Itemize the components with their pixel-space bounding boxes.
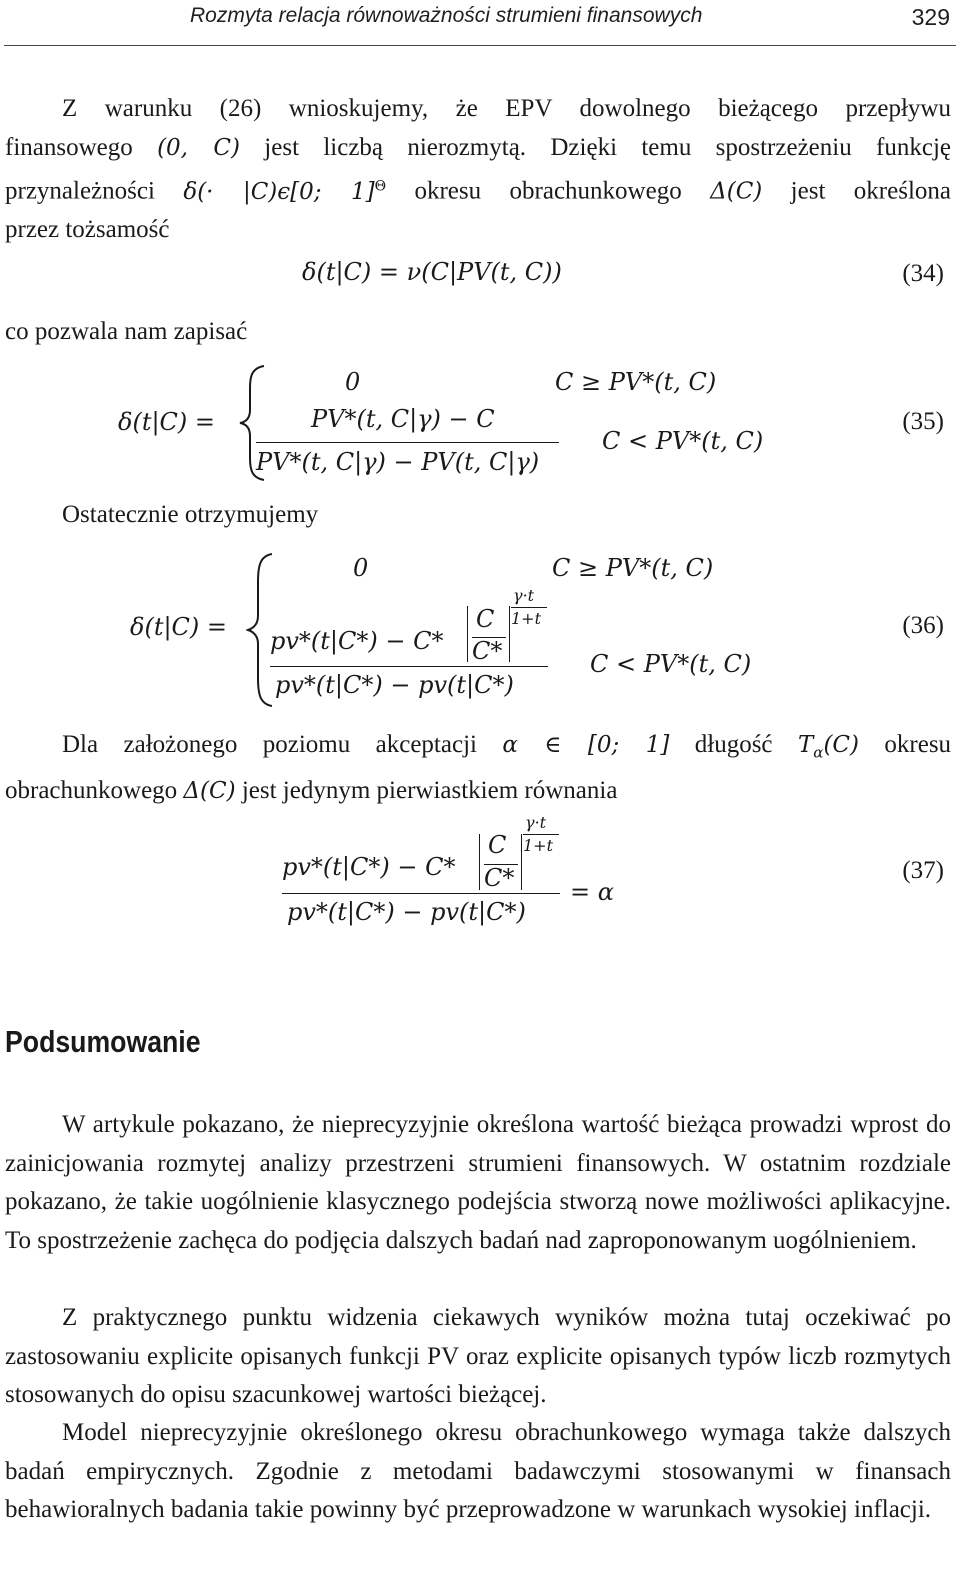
abs-bar-left	[467, 606, 468, 662]
page-number: 329	[911, 4, 950, 30]
equation-rhs: = α	[570, 878, 614, 906]
intro-text: przez tożsamość	[5, 216, 170, 244]
body-text: jest jedynym pierwiastkiem równania	[241, 777, 618, 805]
case-2-condition: C < PV*(t, C)	[602, 427, 764, 455]
numerator-term: pv*(t|C*) − C*	[270, 627, 444, 655]
fraction-bar	[256, 442, 559, 443]
intro-text: okresu obrachunkowego	[414, 177, 682, 205]
equation-number-36: (36)	[902, 612, 944, 639]
equation-lhs: δ(t|C) =	[118, 408, 216, 436]
case-1-value: 0	[353, 554, 369, 582]
case-1-condition: C ≥ PV*(t, C)	[552, 554, 714, 582]
body-text: obrachunkowego	[5, 777, 178, 805]
summary-paragraph-2: Z praktycznego punktu widzenia ciekawych wyników można tutaj oczekiwać po zastosowaniu explicite opisanych funkcji PV oraz explicite opisanych typów liczb rozmytych stosowanych do opisu szacunkowej wartości bieżącej.	[5, 1304, 951, 1408]
intro-paragraph	[5, 90, 951, 250]
ratio-bottom: C*	[484, 864, 515, 892]
summary-paragraph-3: Model nieprecyzyjnie określonego okresu obrachunkowego wymaga także dalszych badań empirycznych. Zgodnie z metodami badawczymi stosowanymi w finansach behawioralnych badania takie powinny być przeprowadzone w warunkach wysokiej inflacji.	[5, 1419, 951, 1523]
abs-bar-left	[479, 834, 480, 890]
section-heading: Podsumowanie	[5, 1024, 201, 1059]
abs-bar-right	[509, 606, 510, 662]
acceptance-paragraph	[5, 726, 951, 811]
intro-text: przynależności	[5, 177, 155, 205]
fraction-denominator: PV*(t, C|γ) − PV(t, C|γ)	[256, 448, 540, 476]
fraction-bar	[282, 893, 560, 894]
equation-number-35: (35)	[902, 408, 944, 435]
fraction-bar	[270, 666, 548, 667]
math-inline: Δ(C)	[183, 778, 236, 805]
text-after-35: Ostatecznie otrzymujemy	[62, 501, 319, 528]
ratio-bottom: C*	[472, 637, 503, 665]
ratio-top: C	[488, 831, 507, 859]
fraction-denominator: pv*(t|C*) − pv(t|C*)	[275, 671, 514, 699]
exponent-top: γ·t	[525, 813, 547, 832]
case-1-condition: C ≥ PV*(t, C)	[555, 368, 717, 396]
intro-line-1: Z warunku (26) wnioskujemy, że EPV dowolnego bieżącego przepływu	[62, 95, 951, 122]
intro-text: finansowego	[5, 133, 133, 161]
running-title: Rozmyta relacja równoważności strumieni finansowych	[190, 4, 703, 27]
intro-text: jest liczbą nierozmytą. Dzięki temu spostrzeżeniu funkcję	[264, 133, 952, 161]
math-inline: α ∈ [0; 1]	[502, 732, 670, 758]
equation-number-37: (37)	[902, 857, 944, 884]
fraction-numerator: PV*(t, C|γ) − C	[311, 405, 495, 433]
exponent-bottom: 1+t	[511, 609, 542, 628]
summary-paragraph-1: W artykule pokazano, że nieprecyzyjnie określona wartość bieżąca prowadzi wprost do zainicjowania rozmytej analizy przestrzeni strumieni finansowych. W ostatnim rozdziale pokazano, że takie uogólnienie klasycznego podejścia stworzą nowe możliwości aplikacyjne. To spostrzeżenie zachęca do podjęcia dalszych badań nad zaproponowanym uogólnieniem.	[5, 1111, 951, 1254]
equation-lhs: δ(t|C) =	[130, 613, 228, 641]
ratio-top: C	[476, 605, 495, 633]
math-inline: (0, C)	[157, 134, 240, 161]
intro-text: jest określona	[790, 177, 951, 205]
page-header	[0, 0, 960, 50]
math-inline: Δ(C)	[710, 178, 763, 205]
exponent-bottom: 1+t	[523, 836, 554, 855]
body-text: długość	[694, 731, 773, 758]
math-inline: δ(· |C)ϵ[0; 1]$^\Theta$	[183, 178, 387, 205]
fraction-denominator: pv*(t|C*) − pv(t|C*)	[287, 898, 526, 926]
header-rule	[4, 45, 956, 46]
exponent-top: γ·t	[513, 586, 535, 605]
case-1-value: 0	[345, 368, 361, 396]
equation-number-34: (34)	[902, 260, 944, 287]
math-inline: $T_\alpha(C)$	[797, 732, 859, 762]
text-after-34: co pozwala nam zapisać	[5, 318, 248, 345]
exponent-bar	[523, 834, 559, 835]
exponent-bar	[511, 607, 547, 608]
body-text: okresu	[884, 731, 952, 758]
abs-bar-right	[521, 834, 522, 890]
case-2-condition: C < PV*(t, C)	[590, 650, 752, 678]
body-text: Dla założonego poziomu akceptacji	[62, 731, 477, 758]
numerator-term: pv*(t|C*) − C*	[282, 853, 456, 881]
equation-34: δ(t|C) = ν(C|PV(t, C))	[302, 258, 562, 286]
